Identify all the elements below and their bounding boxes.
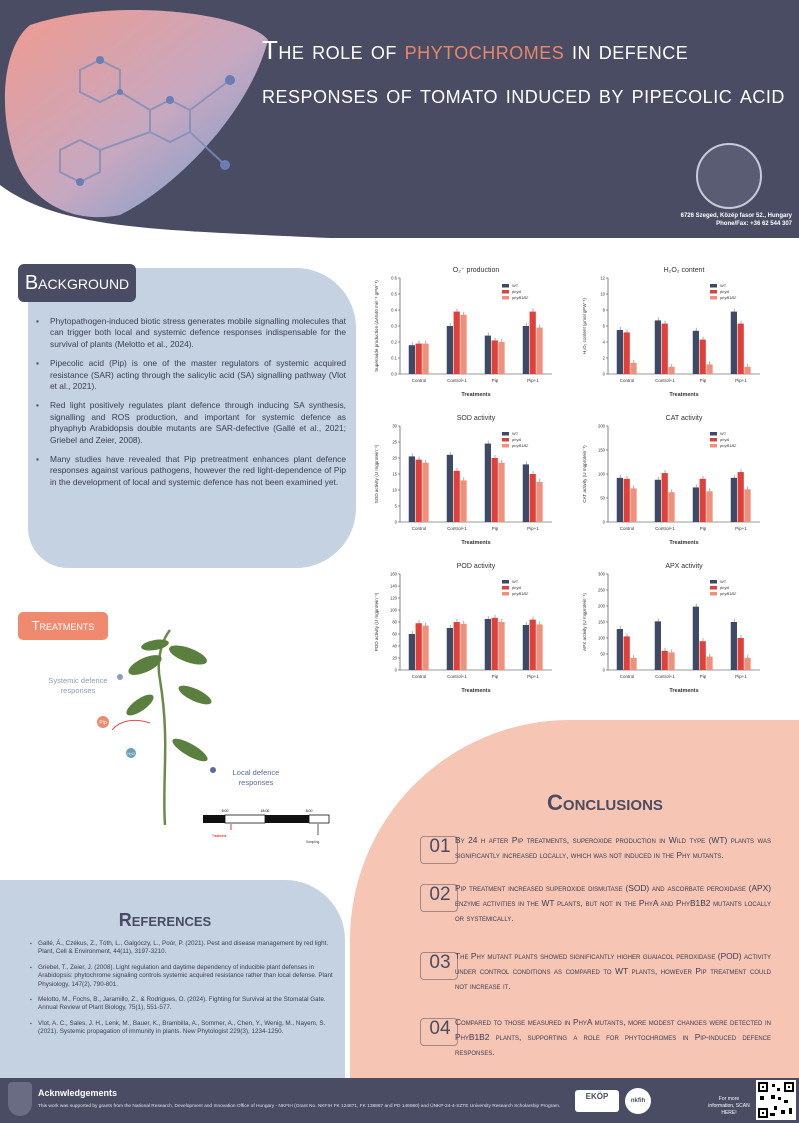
- bar: [668, 492, 674, 522]
- y-tick-label: 8: [602, 307, 605, 313]
- y-tick-label: 100: [598, 471, 605, 477]
- bar: [630, 363, 636, 374]
- bar: [454, 622, 460, 670]
- x-tick-label: Control+1: [447, 674, 467, 679]
- legend-label: phyA: [512, 585, 522, 591]
- y-tick-label: 12: [600, 275, 605, 281]
- chart-title: APX activity: [665, 563, 703, 570]
- y-tick-label: 250: [598, 587, 605, 593]
- bar: [523, 625, 529, 670]
- x-tick-label: Control: [411, 378, 427, 383]
- x-tick-label: Pip: [491, 674, 499, 679]
- nkfih-logo: nkfih: [625, 1088, 651, 1114]
- legend-swatch: [710, 290, 717, 294]
- more-info-text: For more information, SCAN HERE!: [708, 1096, 750, 1116]
- bar: [485, 336, 491, 374]
- bar: [416, 344, 422, 374]
- legend-swatch: [502, 444, 509, 448]
- bar: [492, 458, 498, 522]
- bar: [523, 464, 529, 522]
- svg-text:Pip: Pip: [99, 720, 107, 726]
- y-tick-label: 30: [392, 423, 397, 429]
- y-tick-label: 15: [392, 471, 397, 477]
- conclusion-number: 02: [420, 884, 460, 912]
- local-label: Local defence responses: [232, 768, 280, 787]
- bar: [498, 463, 504, 522]
- y-tick-label: 2: [602, 355, 605, 361]
- x-tick-label: Pip+1: [527, 674, 539, 679]
- bar: [498, 622, 504, 670]
- y-tick-label: 4: [602, 339, 605, 345]
- bar: [422, 626, 428, 670]
- y-tick-label: 0.0: [391, 371, 397, 377]
- bar: [662, 324, 668, 374]
- bar: [536, 482, 542, 522]
- y-axis-label: APX activity (U mgprotein⁻¹): [582, 593, 587, 651]
- chart-title: CAT activity: [665, 415, 703, 422]
- bar: [731, 312, 737, 374]
- y-tick-label: 200: [598, 423, 605, 429]
- bar: [738, 324, 744, 374]
- chart-title: O₂⁻ production: [452, 267, 500, 274]
- bar: [485, 619, 491, 670]
- conclusions-heading: Conclusions: [547, 790, 663, 815]
- y-axis-label: H₂O₂ content (μmol gFW⁻¹): [582, 297, 587, 355]
- legend-swatch: [710, 296, 717, 300]
- chart-superoxide: [362, 262, 562, 402]
- legend-swatch: [502, 586, 509, 590]
- bar: [662, 651, 668, 670]
- svg-text:Sampling: Sampling: [306, 840, 320, 844]
- bar: [617, 629, 623, 670]
- bar: [630, 488, 636, 522]
- legend-label: phyB1B2: [720, 443, 737, 449]
- legend-label: phyA: [512, 289, 522, 295]
- x-tick-label: Pip: [699, 378, 707, 383]
- y-tick-label: 0.4: [391, 307, 397, 313]
- y-tick-label: 150: [598, 447, 605, 453]
- conclusion-text: By 24 h after Pip treatments, superoxide production in Wild type (WT) plants was significantly increased locally, which was not induced in the Phy mutants.: [455, 835, 771, 860]
- bar: [738, 472, 744, 522]
- x-axis-label: Treatments: [669, 392, 699, 398]
- bar: [700, 479, 706, 522]
- bar: [744, 367, 750, 374]
- x-tick-label: Pip: [491, 526, 499, 531]
- legend-swatch: [710, 432, 717, 436]
- y-tick-label: 0: [602, 667, 605, 673]
- bar: [416, 460, 422, 522]
- y-axis-label: POD activity (U mgprotein⁻¹): [374, 592, 379, 652]
- conclusion-text: Compared to those measured in PhyA mutants, more modest changes were detected in PhyB1B2 plants, supporting a role for phytochromes in Pip-induced defence responses.: [455, 1017, 771, 1057]
- y-tick-label: 0.2: [391, 339, 397, 345]
- legend-swatch: [710, 580, 717, 584]
- bar: [447, 326, 453, 374]
- legend-swatch: [502, 290, 509, 294]
- bar: [700, 641, 706, 670]
- bar: [706, 491, 712, 522]
- x-axis-label: Treatments: [461, 392, 491, 398]
- legend-label: phyA: [720, 437, 730, 443]
- y-tick-label: 120: [390, 595, 397, 601]
- legend-label: WT: [720, 579, 727, 585]
- x-tick-label: Pip: [699, 526, 707, 531]
- x-axis-label: Treatments: [669, 688, 699, 694]
- chart-sod: [362, 410, 562, 550]
- bar: [655, 320, 661, 374]
- bar: [655, 480, 661, 522]
- systemic-label: Systemic defence responses: [48, 676, 108, 695]
- legend-label: phyB1B2: [512, 591, 529, 597]
- conclusion-number: 04: [420, 1018, 460, 1046]
- legend-swatch: [502, 580, 509, 584]
- y-tick-label: 0.5: [391, 291, 397, 297]
- bar: [731, 622, 737, 670]
- legend-swatch: [710, 592, 717, 596]
- bar: [485, 444, 491, 522]
- bar: [523, 326, 529, 374]
- x-tick-label: Control: [619, 526, 635, 531]
- bar: [624, 636, 630, 670]
- y-tick-label: 0.1: [391, 355, 397, 361]
- bar: [447, 628, 453, 670]
- legend-label: WT: [512, 431, 519, 437]
- y-tick-label: 160: [390, 571, 397, 577]
- y-tick-label: 20: [392, 455, 397, 461]
- chart-title: SOD activity: [456, 415, 496, 422]
- x-tick-label: Control+1: [655, 674, 675, 679]
- legend-swatch: [502, 432, 509, 436]
- conclusion-text: The Phy mutant plants showed significantly higher guaiacol peroxidase (POD) activity under control conditions as compared to WT plants, however Pip treatment could not increase it.: [455, 951, 771, 991]
- y-axis-label: SOD activity (U mgprotein⁻¹): [374, 444, 379, 504]
- bar: [617, 478, 623, 522]
- y-tick-label: 6: [602, 323, 605, 329]
- y-tick-label: 0: [394, 667, 397, 673]
- bar: [662, 473, 668, 522]
- x-tick-label: Pip+1: [527, 526, 539, 531]
- y-tick-label: 0.3: [391, 323, 397, 329]
- bar: [498, 342, 504, 374]
- bar: [422, 344, 428, 374]
- bar: [617, 330, 623, 374]
- bar: [693, 331, 699, 374]
- legend-swatch: [502, 284, 509, 288]
- y-tick-label: 80: [392, 619, 397, 625]
- y-tick-label: 200: [598, 603, 605, 609]
- legend-swatch: [710, 586, 717, 590]
- bar: [700, 340, 706, 374]
- bar: [693, 607, 699, 670]
- svg-text:6:00: 6:00: [221, 809, 229, 813]
- y-tick-label: 100: [390, 607, 397, 613]
- x-tick-label: Pip+1: [735, 526, 747, 531]
- x-axis-label: Treatments: [461, 540, 491, 546]
- chart-pod: [362, 558, 562, 698]
- y-tick-label: 150: [598, 619, 605, 625]
- x-tick-label: Control+1: [447, 378, 467, 383]
- y-tick-label: 100: [598, 635, 605, 641]
- svg-text:H₂O: H₂O: [127, 751, 135, 756]
- tomato-plant-illustration: [90, 620, 240, 830]
- x-tick-label: Control+1: [447, 526, 467, 531]
- legend-swatch: [502, 592, 509, 596]
- legend-label: phyA: [512, 437, 522, 443]
- reference-item: ▪ Griebel, T., Zeier, J. (2008). Light regulation and daytime dependency of inducible plant defenses in Arabidopsis: phytochrome signaling controls systemic acquired resistance rather than local defense. Plant Physiology, 147(2), 790-801.: [30, 964, 335, 989]
- bar: [409, 634, 415, 670]
- reference-item: ▪ Vlot, A. C., Sales, J. H., Lenk, M., Bauer, K., Brambilla, A., Sommer, A., Chen, Y., Wenig, M., Nayem, S. (2021). Systemic propagation of immunity in plants. New Phytologist 229(3), 1234-1250.: [30, 1020, 335, 1037]
- bar: [738, 638, 744, 670]
- legend-swatch: [710, 438, 717, 442]
- y-tick-label: 300: [598, 571, 605, 577]
- x-tick-label: Pip: [491, 378, 499, 383]
- treatments-heading: Treatments: [18, 612, 108, 640]
- references-list: [30, 940, 335, 1044]
- y-tick-label: 50: [600, 495, 605, 501]
- bar: [530, 474, 536, 522]
- x-tick-label: Control: [411, 674, 427, 679]
- bar: [460, 624, 466, 670]
- timeline-diagram: [198, 805, 338, 850]
- bar: [422, 463, 428, 522]
- conclusion-number: 03: [420, 952, 460, 980]
- bar: [492, 618, 498, 670]
- legend-swatch: [502, 296, 509, 300]
- y-tick-label: 0: [602, 519, 605, 525]
- background-item: ▪ Phytopathogen-induced biotic stress generates mobile signalling molecules that can trigger both local and systemic defence responses indispensable for the survival of plants (Melotto et al., 2024).: [36, 316, 346, 350]
- legend-label: phyB1B2: [512, 295, 529, 301]
- background-item: ▪ Red light positively regulates plant defence through inducing SA synthesis, signalling and ROS production, and important for systemic defence as phyaphyb Arabidopsis double mutants are SAR-defective (Gallé et al., 2021; Griebel and Zeier, 2008).: [36, 400, 346, 446]
- bar: [416, 623, 422, 670]
- x-axis-label: Treatments: [461, 688, 491, 694]
- reference-item: ▪ Melotto, M., Fochs, B., Jaramillo, Z., & Rodrigues, O. (2024). Fighting for Survival at the Stomatal Gate. Annual Review of Plant Biology, 75(1), 551-577.: [30, 996, 335, 1013]
- y-tick-label: 0: [602, 371, 605, 377]
- legend-label: WT: [720, 431, 727, 437]
- legend-swatch: [502, 438, 509, 442]
- y-tick-label: 5: [394, 503, 397, 509]
- bar: [536, 328, 542, 374]
- bar: [668, 652, 674, 670]
- svg-text:6:00: 6:00: [305, 809, 313, 813]
- conclusion-number: 01: [420, 836, 460, 864]
- bar: [409, 456, 415, 522]
- background-item: ▪ Many studies have revealed that Pip pretreatment enhances plant defence responses against various pathogens, however the red light-dependence of Pip in the development of local and systemic defence has not been examined yet.: [36, 454, 346, 488]
- university-seal: [696, 143, 762, 209]
- x-tick-label: Pip+1: [735, 378, 747, 383]
- legend-label: WT: [512, 579, 519, 585]
- legend-label: WT: [720, 283, 727, 289]
- chart-cat: [570, 410, 770, 550]
- y-tick-label: 140: [390, 583, 397, 589]
- bar: [731, 478, 737, 522]
- y-tick-label: 10: [392, 487, 397, 493]
- bar: [454, 471, 460, 522]
- y-tick-label: 0: [394, 519, 397, 525]
- legend-label: phyB1B2: [512, 443, 529, 449]
- qr-code-icon[interactable]: [756, 1080, 796, 1120]
- x-tick-label: Pip+1: [527, 378, 539, 383]
- bar: [655, 621, 661, 670]
- bar: [630, 658, 636, 670]
- bar: [744, 658, 750, 670]
- x-tick-label: Control: [619, 674, 635, 679]
- svg-text:18:00: 18:00: [260, 809, 270, 813]
- conclusion-text: Pip treatment increased superoxide dismutase (SOD) and ascorbate peroxidase (APX) enzyme activities in the WT plants, but not in the PhyA and PhyB1B2 mutants locally or systemically.: [455, 883, 771, 923]
- x-tick-label: Control: [619, 378, 635, 383]
- y-tick-label: 60: [392, 631, 397, 637]
- x-tick-label: Pip: [699, 674, 707, 679]
- background-list: [36, 316, 346, 496]
- y-tick-label: 40: [392, 643, 397, 649]
- bar: [624, 479, 630, 522]
- acknowledgements-title: Acknwledgements: [38, 1088, 118, 1098]
- y-tick-label: 20: [392, 655, 397, 661]
- contact-address: 6726 Szeged, Közép fasor 52., Hungary Phone/Fax: +36 62 544 307: [680, 213, 792, 227]
- bar: [706, 657, 712, 670]
- reference-item: ▪ Gallé, Á., Czékus, Z., Tóth, L., Galgóczy, L., Poór, P. (2021). Pest and disease management by red light. Plant, Cell & Environment, 44(11), 3197-3210.: [30, 940, 335, 957]
- background-heading: Background: [18, 264, 136, 302]
- bar: [530, 312, 536, 374]
- x-tick-label: Control: [411, 526, 427, 531]
- bar: [447, 455, 453, 522]
- bar: [536, 624, 542, 670]
- y-axis-label: CAT activity (U mgprotein⁻¹): [582, 445, 587, 503]
- x-tick-label: Control+1: [655, 526, 675, 531]
- bar: [668, 367, 674, 374]
- legend-label: phyA: [720, 289, 730, 295]
- bar: [460, 480, 466, 522]
- background-item: ▪ Pipecolic acid (Pip) is one of the master regulators of systemic acquired resistance (SAR) acting through the salicylic acid (SA) signalling pathway (Vlot et al., 2021).: [36, 358, 346, 392]
- legend-swatch: [710, 444, 717, 448]
- bar: [624, 332, 630, 374]
- bar: [460, 315, 466, 374]
- y-tick-label: 25: [392, 439, 397, 445]
- svg-text:Treatment: Treatment: [212, 834, 227, 838]
- legend-label: phyA: [720, 585, 730, 591]
- legend-swatch: [710, 284, 717, 288]
- bar: [693, 487, 699, 522]
- x-axis-label: Treatments: [669, 540, 699, 546]
- bar: [706, 364, 712, 374]
- bar: [409, 345, 415, 374]
- coat-of-arms-icon: [8, 1082, 32, 1116]
- x-tick-label: Pip+1: [735, 674, 747, 679]
- bar: [744, 489, 750, 522]
- legend-label: WT: [512, 283, 519, 289]
- chart-h2o2: [570, 262, 770, 402]
- chart-apx: [570, 558, 770, 698]
- x-tick-label: Control+1: [655, 378, 675, 383]
- legend-label: phyB1B2: [720, 295, 737, 301]
- references-heading: References: [118, 910, 212, 930]
- acknowledgements-text: This work was supported by grants from the National Research, Development and Innovation Office of Hungary - NKFIH (Grant No. NKFIH FK 124871, FK 138867 and PD 146980) and ÚNKP-24-4-SZTE University Research Scholarship Program.: [38, 1104, 561, 1109]
- footer-bar: [0, 1078, 799, 1123]
- chart-title: POD activity: [456, 563, 496, 570]
- bar: [492, 340, 498, 374]
- y-tick-label: 50: [600, 651, 605, 657]
- y-axis-label: Superoxide production (ΔA540 min⁻¹ gFW⁻¹): [374, 280, 379, 372]
- title-highlight: phytochromes: [404, 35, 565, 65]
- bar: [454, 312, 460, 374]
- y-tick-label: 10: [600, 291, 605, 297]
- poster-title: The role of phytochromes in defence responses of tomato induced by pipecolic acid: [262, 35, 785, 109]
- chart-title: H₂O₂ content: [663, 267, 705, 274]
- ekop-logo: EKÖP: [575, 1090, 619, 1112]
- legend-label: phyB1B2: [720, 591, 737, 597]
- y-tick-label: 0.6: [391, 275, 397, 281]
- bar: [530, 620, 536, 670]
